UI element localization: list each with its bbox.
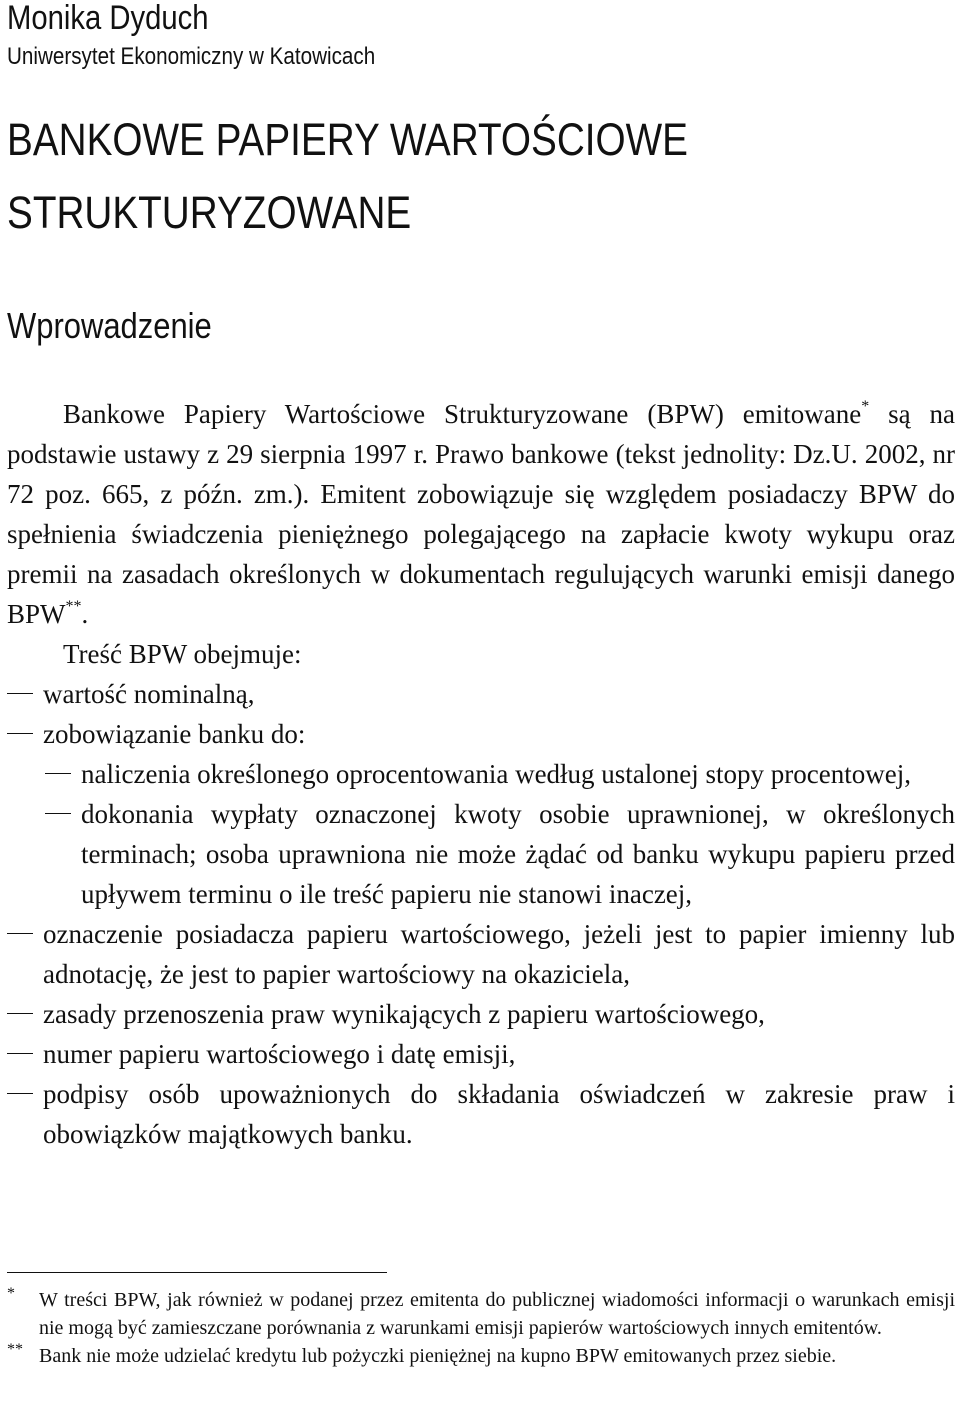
footnote-1 — [7, 1286, 955, 1342]
paper-title — [7, 103, 953, 249]
sub-list-item: naliczenia określonego oprocentowania według ustalonej stopy procentowej, — [7, 754, 955, 794]
body-text — [7, 394, 955, 1154]
list-item: numer papieru wartościowego i datę emisji, — [7, 1034, 955, 1074]
sub-list — [7, 754, 955, 914]
footnote-ref-2: ** — [65, 598, 82, 615]
title-line-2: STRUKTURYZOWANE — [7, 187, 412, 238]
document-page — [7, 0, 955, 1367]
footnote-mark: ** — [7, 1341, 23, 1358]
paragraph-1-part-1: Bankowe Papiery Wartościowe Strukturyzowane (BPW) emitowane — [63, 399, 862, 429]
list-item: podpisy osób upoważnionych do składania oświadczeń w zakresie praw i obowiązków majątkowych banku. — [7, 1074, 955, 1154]
sub-list-item: dokonania wypłaty oznaczonej kwoty osobie uprawnionej, w określonych terminach; osoba uprawniona nie może żądać od banku wykupu papieru przed upływem terminu o ile treść papieru nie stanowi inaczej, — [7, 794, 955, 914]
footnote-2 — [7, 1342, 955, 1370]
paragraph-1-part-3: . — [81, 599, 89, 629]
list-item: zasady przenoszenia praw wynikających z papieru wartościowego, — [7, 994, 955, 1034]
footnote-ref-1: * — [861, 398, 870, 415]
footnote-separator — [7, 1272, 387, 1273]
list-item — [7, 714, 955, 914]
author-name: Monika Dyduch — [7, 0, 209, 37]
title-line-1: BANKOWE PAPIERY WARTOŚCIOWE — [7, 114, 688, 165]
content-list — [7, 674, 955, 1154]
author-affiliation: Uniwersytet Ekonomiczny w Katowicach — [7, 43, 376, 70]
footnote-text: Bank nie może udzielać kredytu lub pożyczki pieniężnej na kupno BPW emitowanych przez siebie. — [39, 1345, 837, 1367]
paragraph-2-intro: Treść BPW obejmuje: — [63, 639, 302, 669]
list-item: wartość nominalną, — [7, 674, 955, 714]
footnotes — [7, 1286, 955, 1370]
paragraph-1 — [7, 394, 955, 634]
footnote-text: W treści BPW, jak również w podanej przez emitenta do publicznej wiadomości informacji o warunkach emisji nie mogą być zamieszczane porównania z warunkami emisji papierów wartościowych innych emitentów. — [39, 1289, 955, 1339]
list-item: oznaczenie posiadacza papieru wartościowego, jeżeli jest to papier imienny lub adnotację, że jest to papier wartościowy na okaziciela, — [7, 914, 955, 994]
section-heading: Wprowadzenie — [7, 305, 212, 346]
footnote-mark: * — [7, 1285, 15, 1302]
list-item-label: zobowiązanie banku do: — [43, 719, 306, 749]
paragraph-1-part-2: są na podstawie ustawy z 29 sierpnia 1997 r. Prawo bankowe (tekst jednolity: Dz.U. 2002, nr 72 poz. 665, z późn. zm.). Emitent zobowiązuje się względem posiadaczy BPW do spełnienia świadczenia pieniężnego polegającego na zapłacie kwoty wykupu oraz premii na zasadach określonych w dokumentach regulujących warunki emisji danego BPW — [7, 399, 955, 629]
